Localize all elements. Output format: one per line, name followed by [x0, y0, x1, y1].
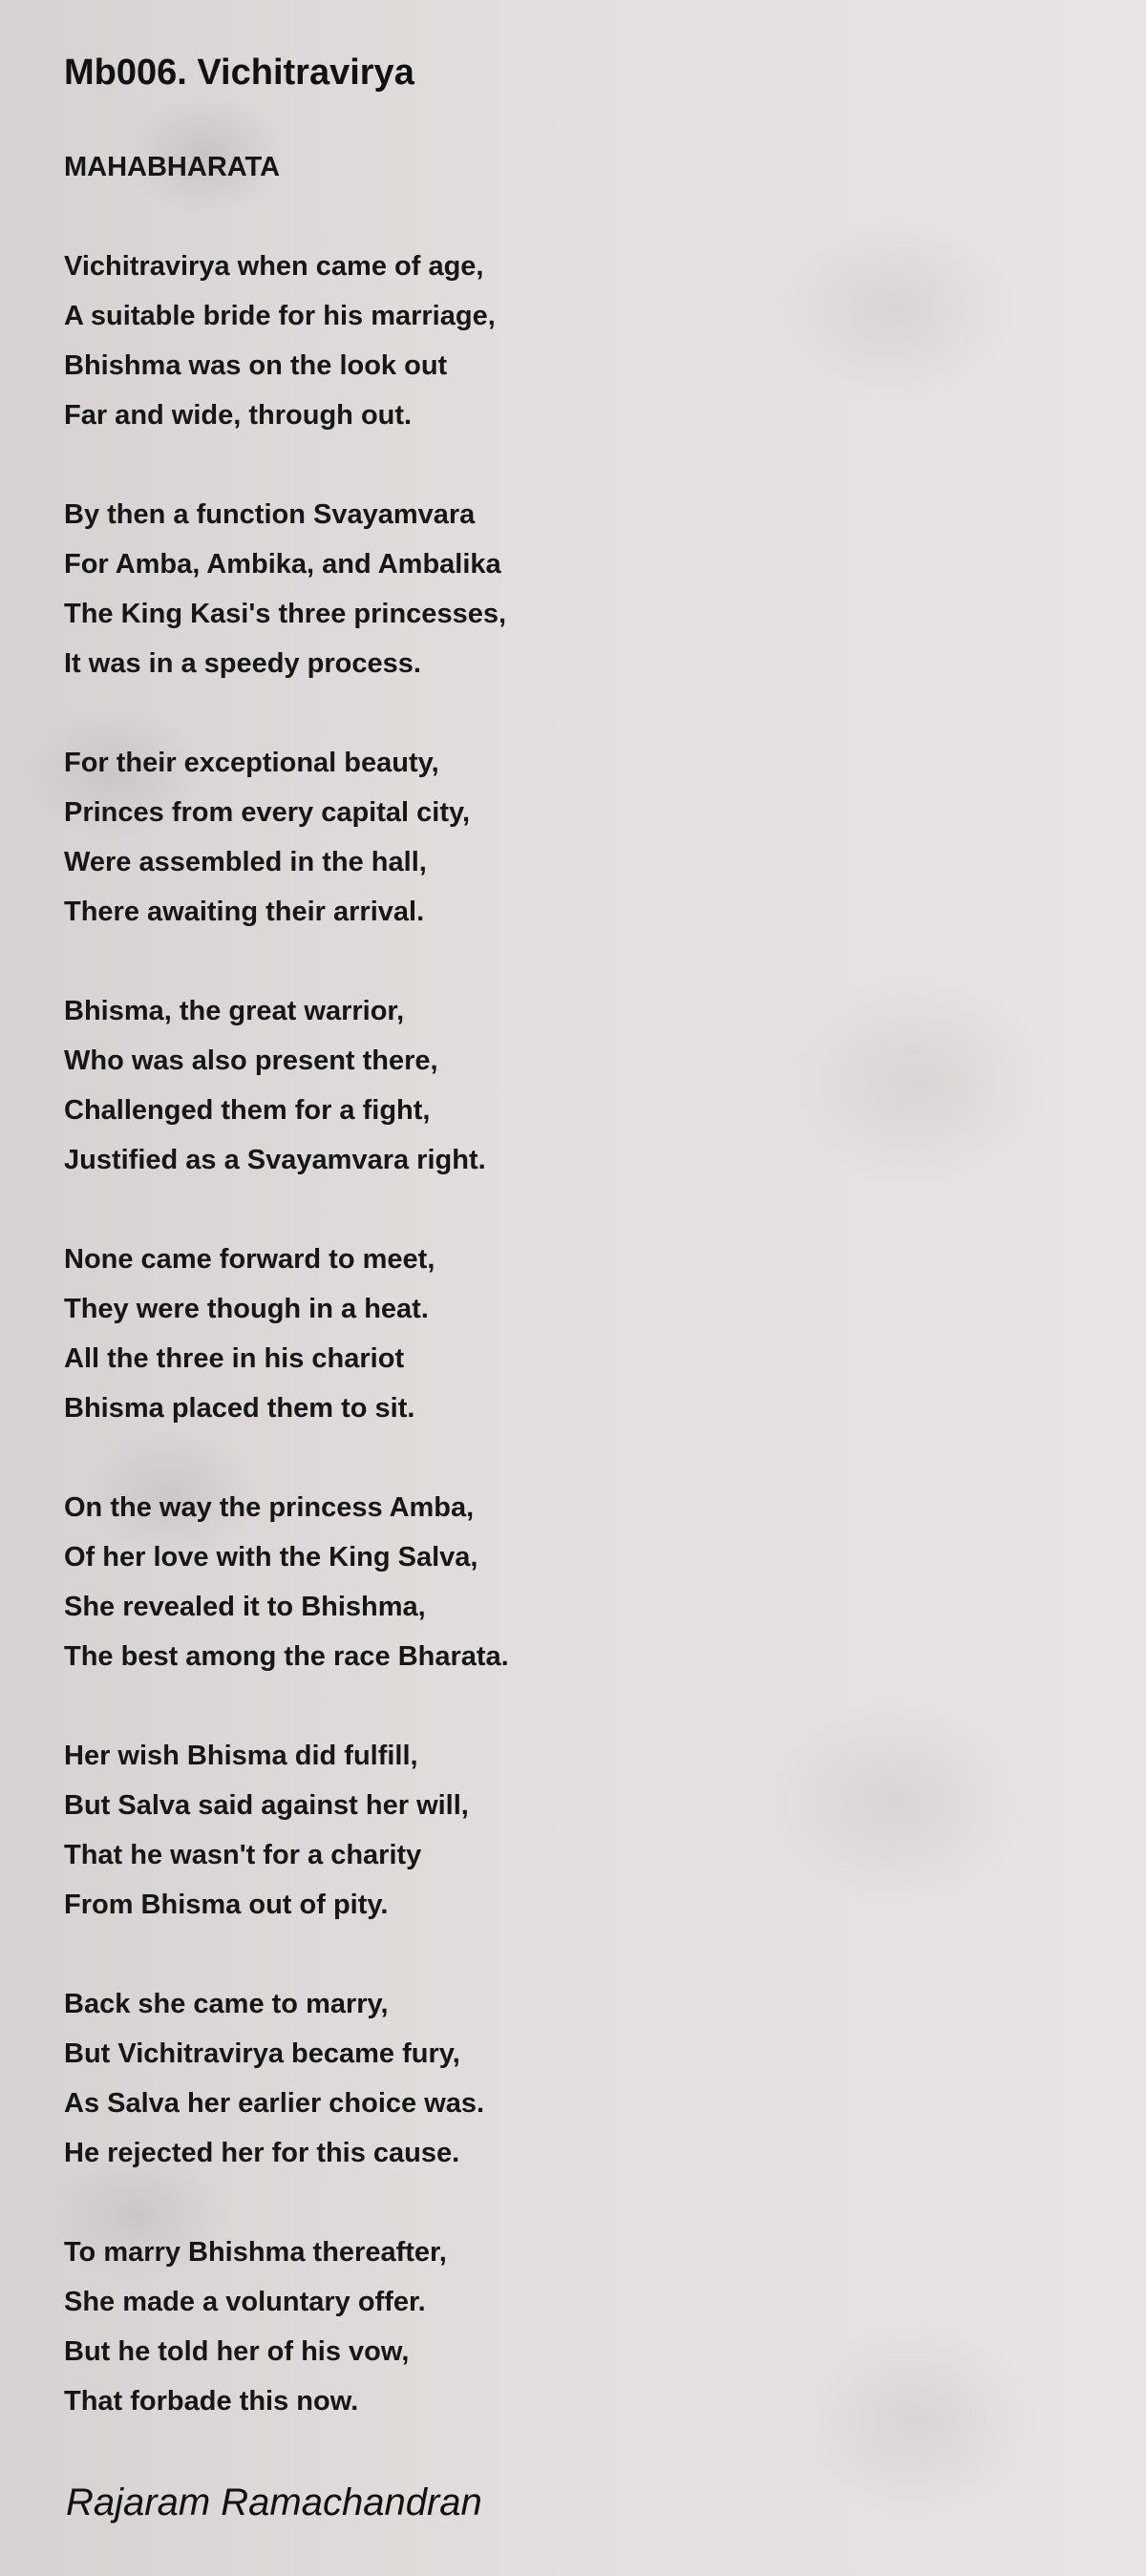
poem-line: As Salva her earlier choice was. [64, 2088, 485, 2119]
poem-line: Bhishma was on the look out [64, 350, 448, 381]
poem-line: Of her love with the King Salva, [64, 1542, 478, 1573]
poem-line: Were assembled in the hall, [64, 847, 427, 877]
poem-line: Justified as a Svayamvara right. [64, 1145, 486, 1175]
poem-line: The best among the race Bharata. [64, 1641, 509, 1672]
poem-subtitle: MAHABHARATA [64, 152, 281, 182]
poem-line: To marry Bhishma thereafter, [64, 2237, 447, 2268]
poem-line: That forbade this now. [64, 2386, 359, 2417]
poem-line: That he wasn't for a charity [64, 1840, 422, 1870]
poem-line: Bhisma placed them to sit. [64, 1393, 415, 1424]
poem-line: But he told her of his vow, [64, 2336, 410, 2367]
poem-line: Bhisma, the great warrior, [64, 996, 405, 1026]
poem-line: Her wish Bhisma did fulfill, [64, 1741, 418, 1771]
poem-line: She revealed it to Bhishma, [64, 1592, 426, 1622]
poem-line: None came forward to meet, [64, 1244, 435, 1275]
poem-line: A suitable bride for his marriage, [64, 301, 496, 331]
poem-line: By then a function Svayamvara [64, 499, 476, 530]
poem-title: Mb006. Vichitravirya [64, 53, 414, 93]
stanza-gap [64, 688, 1095, 738]
poem-line: For Amba, Ambika, and Ambalika [64, 549, 501, 580]
poem-line: For their exceptional beauty, [64, 748, 439, 778]
poem-line: Far and wide, through out. [64, 400, 413, 431]
poem-line: Vichitravirya when came of age, [64, 251, 484, 282]
stanza-gap [64, 1185, 1095, 1235]
stanza-gap [64, 192, 1095, 242]
stanza-gap [64, 440, 1095, 490]
poem-line: She made a voluntary offer. [64, 2287, 426, 2317]
poem-line: Who was also present there, [64, 1045, 438, 1076]
poem-line: He rejected her for this cause. [64, 2138, 460, 2168]
poem-line: They were though in a heat. [64, 1294, 429, 1324]
stanza-gap [64, 1681, 1095, 1731]
poem-body [64, 142, 1095, 2426]
poem-line: From Bhisma out of pity. [64, 1890, 389, 1920]
poem-author: Rajaram Ramachandran [66, 2481, 482, 2523]
poem-line: Challenged them for a fight, [64, 1095, 431, 1126]
poem-line: On the way the princess Amba, [64, 1492, 475, 1523]
stanza-gap [64, 2178, 1095, 2228]
poem-line: There awaiting their arrival. [64, 897, 425, 927]
stanza-gap [64, 937, 1095, 986]
poem-line: Back she came to marry, [64, 1989, 389, 2019]
poem-line: All the three in his chariot [64, 1343, 405, 1374]
stanza-gap [64, 1930, 1095, 1979]
poem-line: It was in a speedy process. [64, 648, 421, 679]
poem-line: But Salva said against her will, [64, 1790, 469, 1821]
poem-line: But Vichitravirya became fury, [64, 2038, 460, 2069]
stanza-gap [64, 1433, 1095, 1483]
poem-line: The King Kasi's three princesses, [64, 599, 507, 629]
poem-line: Princes from every capital city, [64, 797, 471, 828]
